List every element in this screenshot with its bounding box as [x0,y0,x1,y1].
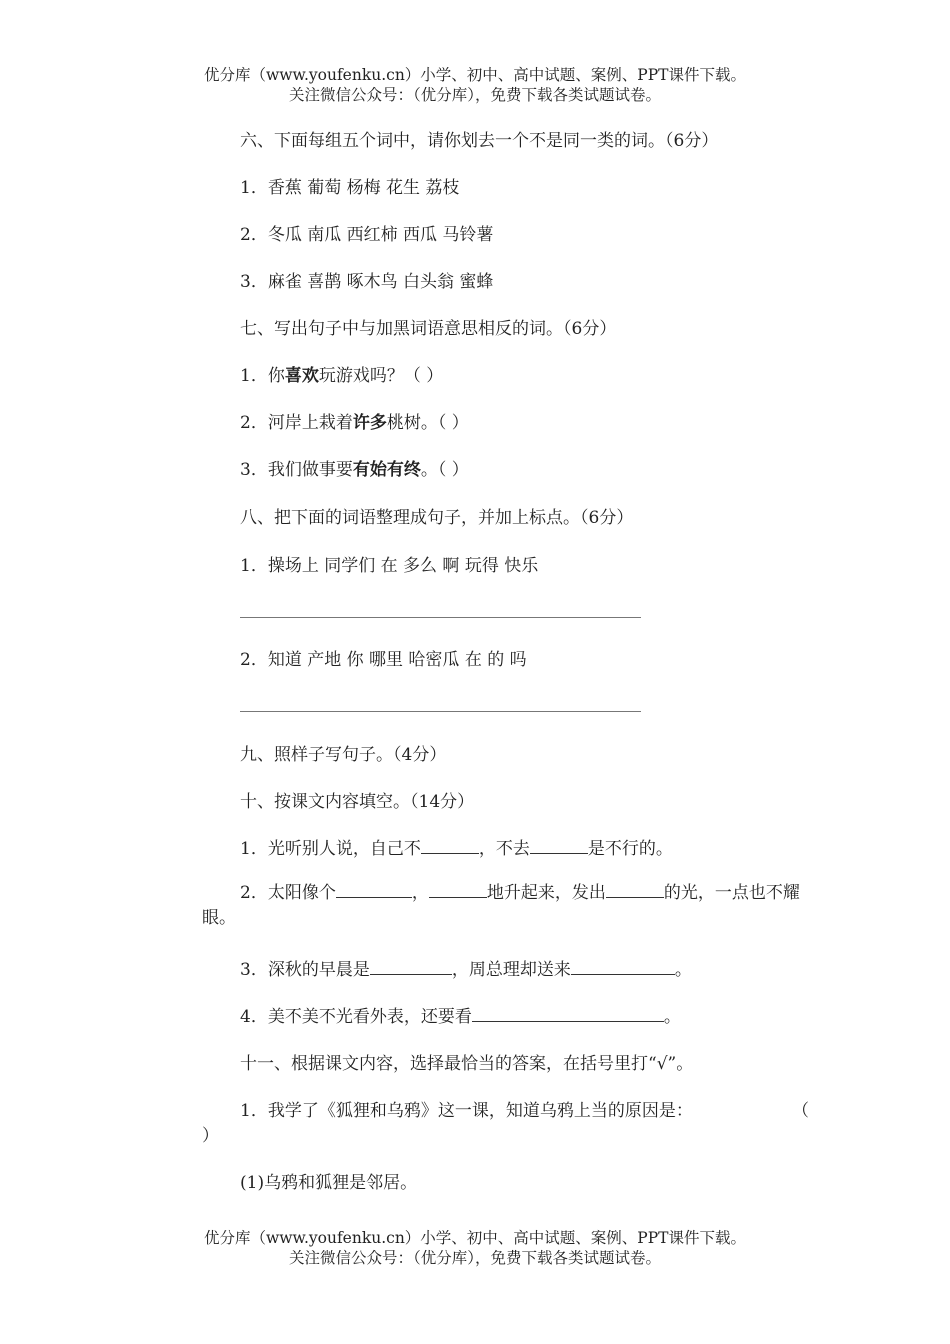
section-6-item-3: 3．麻雀 喜鹊 啄木鸟 白头翁 蜜蜂 [240,272,494,292]
answer-paren-close[interactable]: ） [202,1126,219,1146]
section-8-title: 八、把下面的词语整理成句子，并加上标点。（6分） [240,508,634,528]
answer-line-2[interactable] [240,711,641,712]
header-line-1: 优分库（www.youfenku.cn）小学、初中、高中试题、案例、PPT课件下载。 [203,66,747,84]
section-10-item-4: 4．美不美不光看外表，还要看 。 [240,1007,681,1027]
bold-word: 许多 [352,413,387,433]
section-8-item-1: 1．操场上 同学们 在 多么 啊 玩得 快乐 [240,556,539,576]
fill-blank[interactable] [571,959,675,975]
fill-blank[interactable] [530,838,588,854]
section-10-item-3: 3．深秋的早晨是 ，周总理却送来 。 [240,960,692,980]
section-7-title: 七、写出句子中与加黑词语意思相反的词。（6分） [240,319,617,339]
fill-blank[interactable] [370,959,452,975]
section-9-title: 九、照样子写句子。（4分） [240,745,447,765]
section-11-question-1: 1．我学了《狐狸和乌鸦》这一课，知道乌鸦上当的原因是： [240,1101,693,1121]
fill-blank[interactable] [472,1006,664,1022]
section-7-item-3: 3．我们做事要有始有终。（ ） [240,460,469,480]
fill-blank[interactable] [421,838,479,854]
fill-blank[interactable] [606,882,664,898]
bold-word: 喜欢 [284,366,319,386]
section-8-item-2: 2．知道 产地 你 哪里 哈密瓜 在 的 吗 [240,650,527,670]
section-6-item-2: 2．冬瓜 南瓜 西红柿 西瓜 马铃薯 [240,225,494,245]
footer-line-1: 优分库（www.youfenku.cn）小学、初中、高中试题、案例、PPT课件下载。 [203,1229,747,1247]
section-10-item-2: 2．太阳像个 ， 地升起来，发出 的光，一点也不耀眼。 [202,883,800,928]
answer-line-1[interactable] [240,617,641,618]
section-11-title: 十一、根据课文内容，选择最恰当的答案，在括号里打“√”。 [240,1054,694,1074]
section-6-title: 六、下面每组五个词中，请你划去一个不是同一类的词。（6分） [240,131,719,151]
section-10-title: 十、按课文内容填空。（14分） [240,792,475,812]
section-11-option-1: (1)乌鸦和狐狸是邻居。 [240,1173,418,1193]
section-7-item-1: 1．你喜欢玩游戏吗？（ ） [240,366,444,386]
answer-paren-open[interactable]: （ [792,1101,809,1121]
section-6-item-1: 1．香蕉 葡萄 杨梅 花生 荔枝 [240,178,460,198]
fill-blank[interactable] [429,882,487,898]
section-10-item-1: 1．光听别人说，自己不 ，不去 是不行的。 [240,839,673,859]
footer-line-2: 关注微信公众号：（优分库），免费下载各类试题试卷。 [288,1249,661,1267]
section-7-item-2: 2．河岸上栽着许多桃树。（ ） [240,413,469,433]
header-line-2: 关注微信公众号：（优分库），免费下载各类试题试卷。 [288,86,661,104]
fill-blank[interactable] [336,882,412,898]
bold-word: 有始有终 [352,460,421,480]
